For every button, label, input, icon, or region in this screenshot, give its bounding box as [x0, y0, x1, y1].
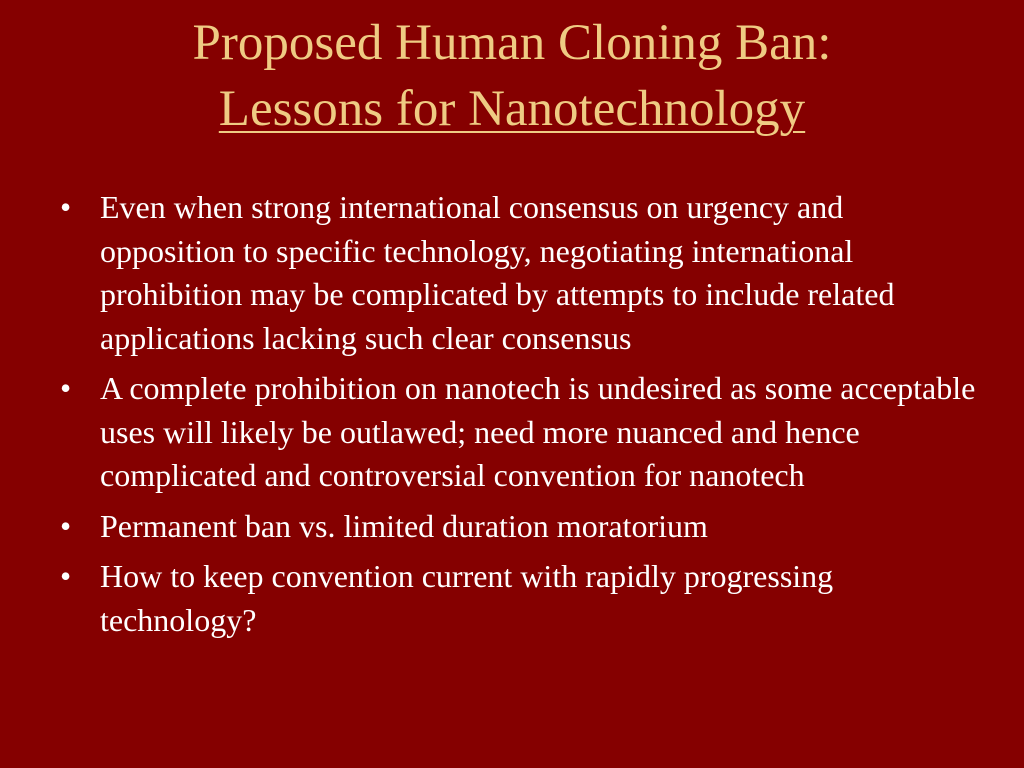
bullet-item	[56, 555, 986, 642]
bullet-text: Permanent ban vs. limited duration moratorium	[100, 507, 708, 544]
bullet-item	[56, 186, 986, 360]
bullet-icon: •	[60, 189, 72, 225]
title-line-2: Lessons for Nanotechnology	[218, 81, 806, 137]
title-line-1: Proposed Human Cloning Ban:	[192, 15, 832, 71]
bullet-text: Even when strong international consensus on urgency and opposition to specific technology, negotiating international prohibition may be complicated by attempts to include related applications lacking such clear consensus	[100, 189, 895, 356]
bullet-text: How to keep convention current with rapidly progressing technology?	[100, 558, 834, 638]
bullet-text: A complete prohibition on nanotech is undesired as some acceptable uses will likely be outlawed; need more nuanced and hence complicated and controversial convention for nanotech	[100, 370, 976, 493]
bullet-icon: •	[60, 507, 72, 544]
bullet-item	[56, 367, 986, 498]
bullet-icon: •	[60, 558, 72, 594]
slide-title	[0, 10, 1024, 142]
bullet-item	[56, 505, 986, 549]
bullet-list	[56, 186, 986, 649]
bullet-icon: •	[60, 370, 72, 406]
